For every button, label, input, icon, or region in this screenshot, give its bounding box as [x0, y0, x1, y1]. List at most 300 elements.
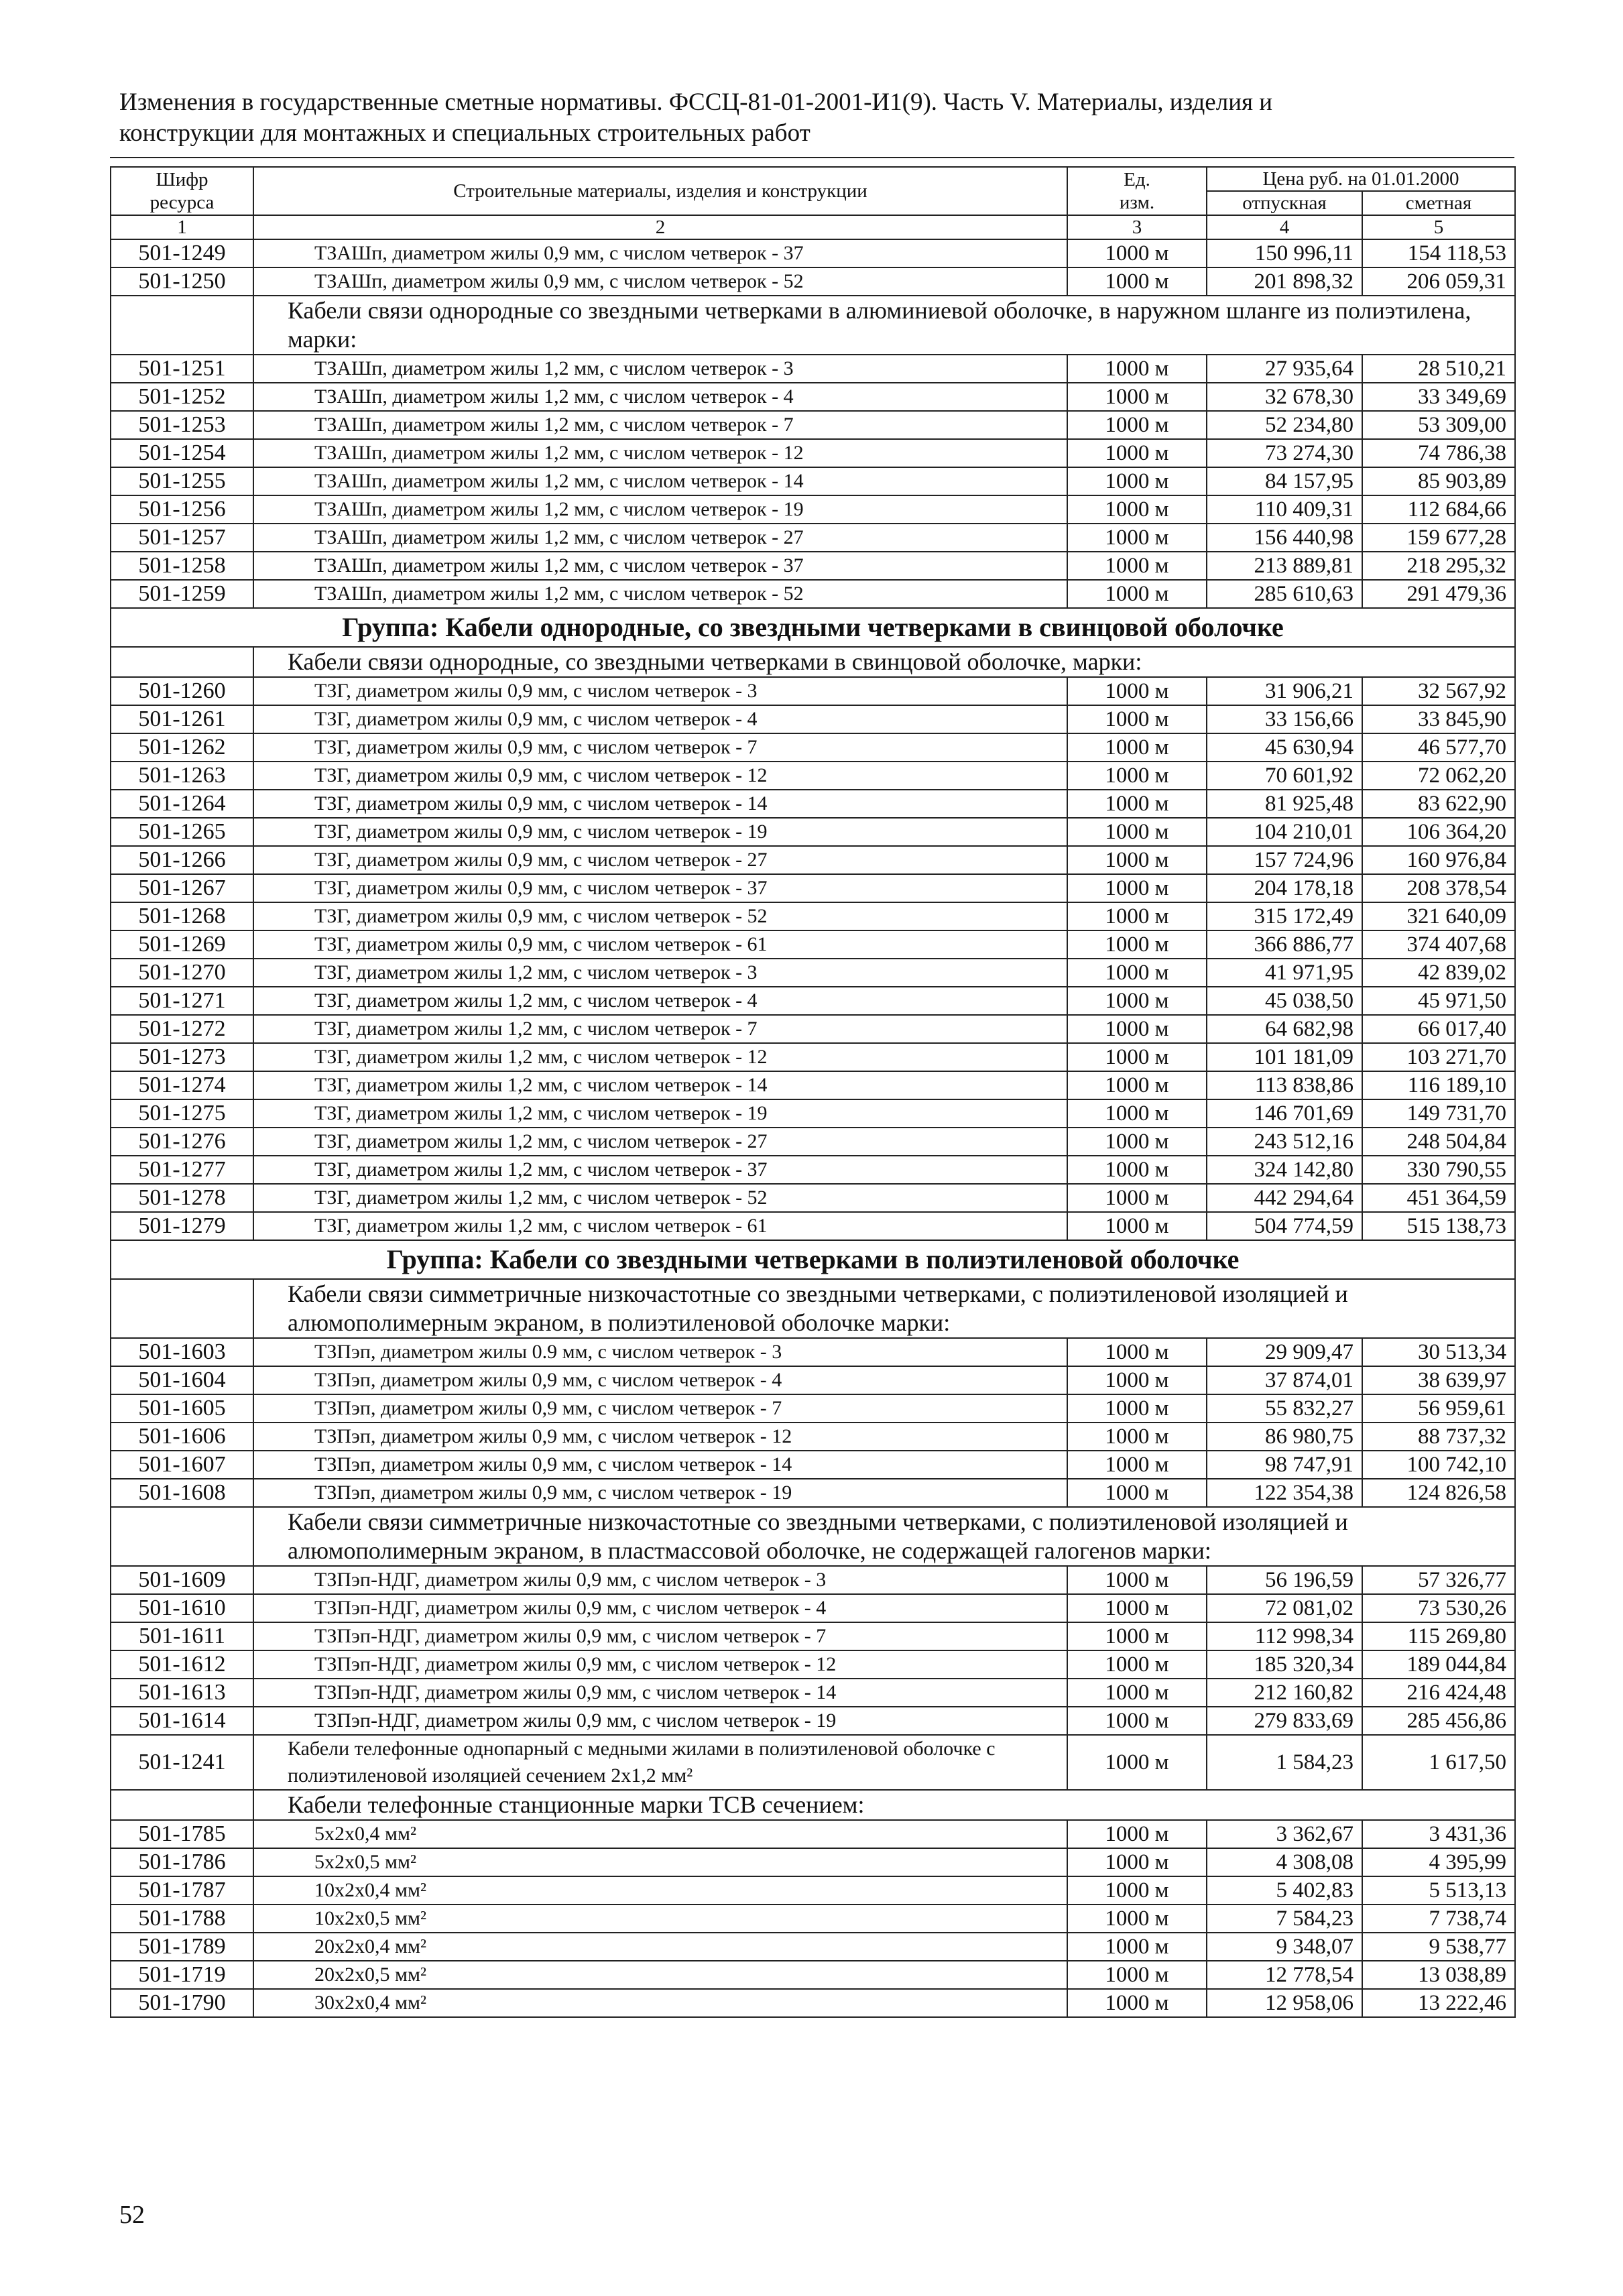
resource-code: 501-1277: [111, 1156, 253, 1184]
resource-code: 501-1604: [111, 1366, 253, 1394]
price-release: 112 998,34: [1207, 1622, 1362, 1650]
document-header: [119, 87, 1514, 149]
resource-code: 501-1254: [111, 439, 253, 467]
resource-code: 501-1610: [111, 1594, 253, 1622]
section-heading: Кабели телефонные станционные марки ТСВ сечением:: [253, 1790, 1515, 1820]
price-estimate: 321 640,09: [1362, 902, 1515, 930]
price-release: 84 157,95: [1207, 467, 1362, 495]
unit-of-measure: 1000 м: [1067, 580, 1207, 608]
resource-code: 501-1255: [111, 467, 253, 495]
resource-code: 501-1612: [111, 1650, 253, 1679]
price-estimate: 106 364,20: [1362, 818, 1515, 846]
resource-code: 501-1251: [111, 355, 253, 383]
unit-of-measure: 1000 м: [1067, 1479, 1207, 1507]
material-name: Кабели телефонные однопарный с медными жилами в полиэтиленовой оболочке с полиэтиленовой изоляцией сечением 2х1,2 мм²: [253, 1735, 1067, 1790]
resource-code: 501-1271: [111, 987, 253, 1015]
column-number-5: 5: [1362, 215, 1515, 239]
material-name: ТЗАШп, диаметром жилы 1,2 мм, с числом четверок - 19: [253, 495, 1067, 524]
price-release: 12 958,06: [1207, 1989, 1362, 2017]
table-row: [111, 1423, 1515, 1451]
resource-code: 501-1270: [111, 959, 253, 987]
unit-of-measure: 1000 м: [1067, 467, 1207, 495]
material-name: 5х2х0,4 мм²: [253, 1820, 1067, 1848]
resource-code: 501-1249: [111, 239, 253, 267]
material-name: ТЗГ, диаметром жилы 1,2 мм, с числом четверок - 4: [253, 987, 1067, 1015]
price-release: 86 980,75: [1207, 1423, 1362, 1451]
material-name: ТЗАШп, диаметром жилы 1,2 мм, с числом четверок - 3: [253, 355, 1067, 383]
resource-code: 501-1252: [111, 383, 253, 411]
price-estimate: 9 538,77: [1362, 1933, 1515, 1961]
price-release: 150 996,11: [1207, 239, 1362, 267]
table-row: [111, 1933, 1515, 1961]
unit-of-measure: 1000 м: [1067, 1099, 1207, 1128]
resource-code: 501-1786: [111, 1848, 253, 1876]
unit-of-measure: 1000 м: [1067, 1451, 1207, 1479]
unit-of-measure: 1000 м: [1067, 1707, 1207, 1735]
price-release: 41 971,95: [1207, 959, 1362, 987]
table-row: [111, 1128, 1515, 1156]
table-row: [111, 846, 1515, 874]
material-name: ТЗГ, диаметром жилы 1,2 мм, с числом четверок - 7: [253, 1015, 1067, 1043]
resource-code: 501-1788: [111, 1905, 253, 1933]
table-row: [111, 1622, 1515, 1650]
price-release: 156 440,98: [1207, 524, 1362, 552]
column-number-3: 3: [1067, 215, 1207, 239]
table-body: [111, 239, 1515, 2017]
price-estimate: 218 295,32: [1362, 552, 1515, 580]
unit-of-measure: 1000 м: [1067, 355, 1207, 383]
material-name: 10х2х0,4 мм²: [253, 1876, 1067, 1905]
unit-of-measure: 1000 м: [1067, 1848, 1207, 1876]
resource-code: 501-1253: [111, 411, 253, 439]
table-row: [111, 495, 1515, 524]
price-estimate: 112 684,66: [1362, 495, 1515, 524]
unit-of-measure: 1000 м: [1067, 874, 1207, 902]
table-row: [111, 1650, 1515, 1679]
empty-code-cell: [111, 647, 253, 677]
unit-of-measure: 1000 м: [1067, 790, 1207, 818]
material-name: ТЗГ, диаметром жилы 0,9 мм, с числом четверок - 52: [253, 902, 1067, 930]
material-name: ТЗГ, диаметром жилы 0,9 мм, с числом четверок - 19: [253, 818, 1067, 846]
price-release: 4 308,08: [1207, 1848, 1362, 1876]
table-row: [111, 818, 1515, 846]
price-release: 110 409,31: [1207, 495, 1362, 524]
header-code: Шифр ресурса: [111, 167, 253, 215]
price-release: 45 630,94: [1207, 733, 1362, 762]
unit-of-measure: 1000 м: [1067, 1876, 1207, 1905]
table-row: [111, 1479, 1515, 1507]
header-price: Цена руб. на 01.01.2000: [1207, 167, 1515, 191]
table-row: [111, 1099, 1515, 1128]
resource-code: 501-1608: [111, 1479, 253, 1507]
price-release: 33 156,66: [1207, 705, 1362, 733]
price-estimate: 154 118,53: [1362, 239, 1515, 267]
table-row: [111, 552, 1515, 580]
section-row: [111, 647, 1515, 677]
page-number: 52: [119, 2201, 145, 2229]
resource-code: 501-1272: [111, 1015, 253, 1043]
group-row: [111, 1240, 1515, 1279]
empty-code-cell: [111, 1507, 253, 1566]
price-estimate: 72 062,20: [1362, 762, 1515, 790]
price-estimate: 451 364,59: [1362, 1184, 1515, 1212]
material-name: ТЗПэп-НДГ, диаметром жилы 0,9 мм, с числом четверок - 14: [253, 1679, 1067, 1707]
price-release: 146 701,69: [1207, 1099, 1362, 1128]
unit-of-measure: 1000 м: [1067, 1338, 1207, 1366]
column-number-2: 2: [253, 215, 1067, 239]
price-release: 1 584,23: [1207, 1735, 1362, 1790]
table-row: [111, 1451, 1515, 1479]
table-row: [111, 355, 1515, 383]
resource-code: 501-1263: [111, 762, 253, 790]
price-release: 157 724,96: [1207, 846, 1362, 874]
unit-of-measure: 1000 м: [1067, 1989, 1207, 2017]
material-name: ТЗАШп, диаметром жилы 1,2 мм, с числом четверок - 37: [253, 552, 1067, 580]
table-row: [111, 439, 1515, 467]
price-estimate: 115 269,80: [1362, 1622, 1515, 1650]
resource-code: 501-1268: [111, 902, 253, 930]
unit-of-measure: 1000 м: [1067, 524, 1207, 552]
unit-of-measure: 1000 м: [1067, 846, 1207, 874]
header-divider: [110, 157, 1514, 158]
price-release: 73 274,30: [1207, 439, 1362, 467]
material-name: ТЗГ, диаметром жилы 1,2 мм, с числом четверок - 19: [253, 1099, 1067, 1128]
price-release: 5 402,83: [1207, 1876, 1362, 1905]
resource-code: 501-1260: [111, 677, 253, 705]
table-row: [111, 1876, 1515, 1905]
price-estimate: 32 567,92: [1362, 677, 1515, 705]
unit-of-measure: 1000 м: [1067, 1043, 1207, 1071]
price-estimate: 116 189,10: [1362, 1071, 1515, 1099]
table-row: [111, 1338, 1515, 1366]
price-estimate: 53 309,00: [1362, 411, 1515, 439]
resource-code: 501-1278: [111, 1184, 253, 1212]
table-row: [111, 1015, 1515, 1043]
table-row: [111, 902, 1515, 930]
material-name: ТЗПэп-НДГ, диаметром жилы 0,9 мм, с числом четверок - 4: [253, 1594, 1067, 1622]
resource-code: 501-1276: [111, 1128, 253, 1156]
table-header: [111, 167, 1515, 239]
price-estimate: 5 513,13: [1362, 1876, 1515, 1905]
material-name: ТЗАШп, диаметром жилы 1,2 мм, с числом четверок - 7: [253, 411, 1067, 439]
price-estimate: 4 395,99: [1362, 1848, 1515, 1876]
price-estimate: 33 845,90: [1362, 705, 1515, 733]
price-release: 64 682,98: [1207, 1015, 1362, 1043]
header-name: Строительные материалы, изделия и конструкции: [253, 167, 1067, 215]
price-estimate: 56 959,61: [1362, 1394, 1515, 1423]
unit-of-measure: 1000 м: [1067, 1015, 1207, 1043]
unit-of-measure: 1000 м: [1067, 1679, 1207, 1707]
table-row: [111, 1071, 1515, 1099]
price-estimate: 374 407,68: [1362, 930, 1515, 959]
column-number-4: 4: [1207, 215, 1362, 239]
price-estimate: 38 639,97: [1362, 1366, 1515, 1394]
header-line-1: Изменения в государственные сметные нормативы. ФССЦ-81-01-2001-И1(9). Часть V. Материалы, изделия и: [119, 88, 1273, 116]
price-release: 37 874,01: [1207, 1366, 1362, 1394]
price-estimate: 45 971,50: [1362, 987, 1515, 1015]
unit-of-measure: 1000 м: [1067, 1961, 1207, 1989]
section-row: [111, 1790, 1515, 1820]
price-release: 9 348,07: [1207, 1933, 1362, 1961]
resource-code: 501-1607: [111, 1451, 253, 1479]
material-name: ТЗГ, диаметром жилы 1,2 мм, с числом четверок - 27: [253, 1128, 1067, 1156]
price-estimate: 7 738,74: [1362, 1905, 1515, 1933]
table-row: [111, 1707, 1515, 1735]
price-release: 45 038,50: [1207, 987, 1362, 1015]
price-release: 7 584,23: [1207, 1905, 1362, 1933]
material-name: ТЗГ, диаметром жилы 0,9 мм, с числом четверок - 27: [253, 846, 1067, 874]
resource-code: 501-1719: [111, 1961, 253, 1989]
price-release: 442 294,64: [1207, 1184, 1362, 1212]
column-number-1: 1: [111, 215, 253, 239]
resource-code: 501-1267: [111, 874, 253, 902]
material-name: ТЗГ, диаметром жилы 0,9 мм, с числом четверок - 7: [253, 733, 1067, 762]
price-release: 27 935,64: [1207, 355, 1362, 383]
resource-code: 501-1785: [111, 1820, 253, 1848]
price-release: 243 512,16: [1207, 1128, 1362, 1156]
resource-code: 501-1605: [111, 1394, 253, 1423]
table-row: [111, 267, 1515, 296]
price-release: 213 889,81: [1207, 552, 1362, 580]
price-release: 504 774,59: [1207, 1212, 1362, 1240]
price-estimate: 88 737,32: [1362, 1423, 1515, 1451]
price-estimate: 30 513,34: [1362, 1338, 1515, 1366]
material-name: 30х2х0,4 мм²: [253, 1989, 1067, 2017]
table-row: [111, 1961, 1515, 1989]
section-row: [111, 296, 1515, 355]
material-name: ТЗПэп, диаметром жилы 0.9 мм, с числом четверок - 3: [253, 1338, 1067, 1366]
price-estimate: 124 826,58: [1362, 1479, 1515, 1507]
material-name: ТЗПэп-НДГ, диаметром жилы 0,9 мм, с числом четверок - 19: [253, 1707, 1067, 1735]
table-row: [111, 467, 1515, 495]
material-name: ТЗАШп, диаметром жилы 0,9 мм, с числом четверок - 52: [253, 267, 1067, 296]
unit-of-measure: 1000 м: [1067, 1071, 1207, 1099]
table-row: [111, 524, 1515, 552]
price-release: 101 181,09: [1207, 1043, 1362, 1071]
unit-of-measure: 1000 м: [1067, 959, 1207, 987]
price-release: 72 081,02: [1207, 1594, 1362, 1622]
material-name: ТЗГ, диаметром жилы 1,2 мм, с числом четверок - 52: [253, 1184, 1067, 1212]
section-row: [111, 1279, 1515, 1338]
material-name: ТЗПэп-НДГ, диаметром жилы 0,9 мм, с числом четверок - 3: [253, 1566, 1067, 1594]
table-row: [111, 1820, 1515, 1848]
unit-of-measure: 1000 м: [1067, 987, 1207, 1015]
price-release: 81 925,48: [1207, 790, 1362, 818]
group-heading: Группа: Кабели однородные, со звездными четверками в свинцовой оболочке: [111, 608, 1515, 647]
table-row: [111, 959, 1515, 987]
unit-of-measure: 1000 м: [1067, 1212, 1207, 1240]
unit-of-measure: 1000 м: [1067, 1566, 1207, 1594]
material-name: ТЗГ, диаметром жилы 0,9 мм, с числом четверок - 4: [253, 705, 1067, 733]
material-name: ТЗПэп, диаметром жилы 0,9 мм, с числом четверок - 12: [253, 1423, 1067, 1451]
price-release: 324 142,80: [1207, 1156, 1362, 1184]
table-row: [111, 930, 1515, 959]
material-name: 10х2х0,5 мм²: [253, 1905, 1067, 1933]
unit-of-measure: 1000 м: [1067, 267, 1207, 296]
price-estimate: 74 786,38: [1362, 439, 1515, 467]
price-release: 185 320,34: [1207, 1650, 1362, 1679]
unit-of-measure: 1000 м: [1067, 1128, 1207, 1156]
resource-code: 501-1256: [111, 495, 253, 524]
table-row: [111, 987, 1515, 1015]
price-estimate: 1 617,50: [1362, 1735, 1515, 1790]
table-row: [111, 677, 1515, 705]
unit-of-measure: 1000 м: [1067, 1156, 1207, 1184]
price-estimate: 3 431,36: [1362, 1820, 1515, 1848]
table-row: [111, 1156, 1515, 1184]
unit-of-measure: 1000 м: [1067, 677, 1207, 705]
resource-code: 501-1790: [111, 1989, 253, 2017]
material-name: ТЗГ, диаметром жилы 0,9 мм, с числом четверок - 3: [253, 677, 1067, 705]
empty-code-cell: [111, 1279, 253, 1338]
unit-of-measure: 1000 м: [1067, 439, 1207, 467]
material-name: ТЗАШп, диаметром жилы 1,2 мм, с числом четверок - 4: [253, 383, 1067, 411]
table-row: [111, 733, 1515, 762]
material-name: ТЗПэп, диаметром жилы 0,9 мм, с числом четверок - 19: [253, 1479, 1067, 1507]
material-name: ТЗАШп, диаметром жилы 0,9 мм, с числом четверок - 37: [253, 239, 1067, 267]
material-name: ТЗГ, диаметром жилы 0,9 мм, с числом четверок - 12: [253, 762, 1067, 790]
unit-of-measure: 1000 м: [1067, 1650, 1207, 1679]
price-release: 315 172,49: [1207, 902, 1362, 930]
unit-of-measure: 1000 м: [1067, 930, 1207, 959]
price-estimate: 28 510,21: [1362, 355, 1515, 383]
material-name: 5х2х0,5 мм²: [253, 1848, 1067, 1876]
price-estimate: 85 903,89: [1362, 467, 1515, 495]
section-heading: Кабели связи симметричные низкочастотные со звездными четверками, с полиэтиленовой изоляцией и алюмополимерным экраном, в полиэтиленовой оболочке марки:: [253, 1279, 1515, 1338]
price-estimate: 216 424,48: [1362, 1679, 1515, 1707]
price-estimate: 515 138,73: [1362, 1212, 1515, 1240]
price-release: 204 178,18: [1207, 874, 1362, 902]
section-row: [111, 1507, 1515, 1566]
price-release: 113 838,86: [1207, 1071, 1362, 1099]
resource-code: 501-1258: [111, 552, 253, 580]
material-name: ТЗГ, диаметром жилы 0,9 мм, с числом четверок - 37: [253, 874, 1067, 902]
price-estimate: 149 731,70: [1362, 1099, 1515, 1128]
material-name: ТЗАШп, диаметром жилы 1,2 мм, с числом четверок - 14: [253, 467, 1067, 495]
price-estimate: 285 456,86: [1362, 1707, 1515, 1735]
material-name: ТЗПэп, диаметром жилы 0,9 мм, с числом четверок - 14: [253, 1451, 1067, 1479]
price-release: 31 906,21: [1207, 677, 1362, 705]
price-release: 104 210,01: [1207, 818, 1362, 846]
price-release: 55 832,27: [1207, 1394, 1362, 1423]
price-estimate: 160 976,84: [1362, 846, 1515, 874]
material-name: ТЗАШп, диаметром жилы 1,2 мм, с числом четверок - 12: [253, 439, 1067, 467]
material-name: ТЗАШп, диаметром жилы 1,2 мм, с числом четверок - 27: [253, 524, 1067, 552]
unit-of-measure: 1000 м: [1067, 1366, 1207, 1394]
price-estimate: 206 059,31: [1362, 267, 1515, 296]
table-row: [111, 1989, 1515, 2017]
unit-of-measure: 1000 м: [1067, 1423, 1207, 1451]
material-name: ТЗГ, диаметром жилы 1,2 мм, с числом четверок - 61: [253, 1212, 1067, 1240]
price-release: 12 778,54: [1207, 1961, 1362, 1989]
resource-code: 501-1787: [111, 1876, 253, 1905]
table-row: [111, 1566, 1515, 1594]
table-row: [111, 1366, 1515, 1394]
price-estimate: 248 504,84: [1362, 1128, 1515, 1156]
table-row: [111, 1212, 1515, 1240]
material-name: ТЗГ, диаметром жилы 1,2 мм, с числом четверок - 37: [253, 1156, 1067, 1184]
material-name: ТЗГ, диаметром жилы 0,9 мм, с числом четверок - 61: [253, 930, 1067, 959]
resource-code: 501-1613: [111, 1679, 253, 1707]
resource-code: 501-1275: [111, 1099, 253, 1128]
resource-code: 501-1614: [111, 1707, 253, 1735]
resource-code: 501-1266: [111, 846, 253, 874]
material-name: ТЗГ, диаметром жилы 1,2 мм, с числом четверок - 3: [253, 959, 1067, 987]
section-heading: Кабели связи однородные со звездными четверками в алюминиевой оболочке, в наружном шланге из полиэтилена, марки:: [253, 296, 1515, 355]
table-row: [111, 1735, 1515, 1790]
resource-code: 501-1264: [111, 790, 253, 818]
unit-of-measure: 1000 м: [1067, 552, 1207, 580]
unit-of-measure: 1000 м: [1067, 1735, 1207, 1790]
table-row: [111, 411, 1515, 439]
unit-of-measure: 1000 м: [1067, 411, 1207, 439]
price-release: 70 601,92: [1207, 762, 1362, 790]
price-estimate: 291 479,36: [1362, 580, 1515, 608]
header-price-estimate: сметная: [1362, 191, 1515, 215]
price-table: [110, 166, 1516, 2018]
table-row: [111, 762, 1515, 790]
price-estimate: 159 677,28: [1362, 524, 1515, 552]
unit-of-measure: 1000 м: [1067, 1622, 1207, 1650]
table-row: [111, 874, 1515, 902]
section-heading: Кабели связи однородные, со звездными четверками в свинцовой оболочке, марки:: [253, 647, 1515, 677]
resource-code: 501-1274: [111, 1071, 253, 1099]
material-name: ТЗАШп, диаметром жилы 1,2 мм, с числом четверок - 52: [253, 580, 1067, 608]
resource-code: 501-1789: [111, 1933, 253, 1961]
unit-of-measure: 1000 м: [1067, 902, 1207, 930]
unit-of-measure: 1000 м: [1067, 705, 1207, 733]
unit-of-measure: 1000 м: [1067, 1394, 1207, 1423]
material-name: ТЗПэп-НДГ, диаметром жилы 0,9 мм, с числом четверок - 12: [253, 1650, 1067, 1679]
material-name: ТЗГ, диаметром жилы 0,9 мм, с числом четверок - 14: [253, 790, 1067, 818]
unit-of-measure: 1000 м: [1067, 1594, 1207, 1622]
material-name: 20х2х0,5 мм²: [253, 1961, 1067, 1989]
unit-of-measure: 1000 м: [1067, 495, 1207, 524]
header-line-2: конструкции для монтажных и специальных строительных работ: [119, 119, 810, 147]
header-unit: Ед. изм.: [1067, 167, 1207, 215]
resource-code: 501-1265: [111, 818, 253, 846]
unit-of-measure: 1000 м: [1067, 818, 1207, 846]
resource-code: 501-1603: [111, 1338, 253, 1366]
table-row: [111, 1043, 1515, 1071]
resource-code: 501-1259: [111, 580, 253, 608]
resource-code: 501-1279: [111, 1212, 253, 1240]
price-estimate: 66 017,40: [1362, 1015, 1515, 1043]
price-estimate: 46 577,70: [1362, 733, 1515, 762]
table-row: [111, 1394, 1515, 1423]
price-estimate: 42 839,02: [1362, 959, 1515, 987]
section-heading: Кабели связи симметричные низкочастотные со звездными четверками, с полиэтиленовой изоляцией и алюмополимерным экраном, в пластмассовой оболочке, не содержащей галогенов марки:: [253, 1507, 1515, 1566]
table-row: [111, 1184, 1515, 1212]
price-estimate: 103 271,70: [1362, 1043, 1515, 1071]
table-row: [111, 1594, 1515, 1622]
price-estimate: 83 622,90: [1362, 790, 1515, 818]
material-name: 20х2х0,4 мм²: [253, 1933, 1067, 1961]
table-row: [111, 580, 1515, 608]
price-release: 29 909,47: [1207, 1338, 1362, 1366]
price-release: 212 160,82: [1207, 1679, 1362, 1707]
unit-of-measure: 1000 м: [1067, 1905, 1207, 1933]
price-release: 201 898,32: [1207, 267, 1362, 296]
table-row: [111, 239, 1515, 267]
material-name: ТЗПэп, диаметром жилы 0,9 мм, с числом четверок - 4: [253, 1366, 1067, 1394]
resource-code: 501-1241: [111, 1735, 253, 1790]
price-release: 366 886,77: [1207, 930, 1362, 959]
price-estimate: 330 790,55: [1362, 1156, 1515, 1184]
resource-code: 501-1269: [111, 930, 253, 959]
resource-code: 501-1606: [111, 1423, 253, 1451]
header-price-release: отпускная: [1207, 191, 1362, 215]
